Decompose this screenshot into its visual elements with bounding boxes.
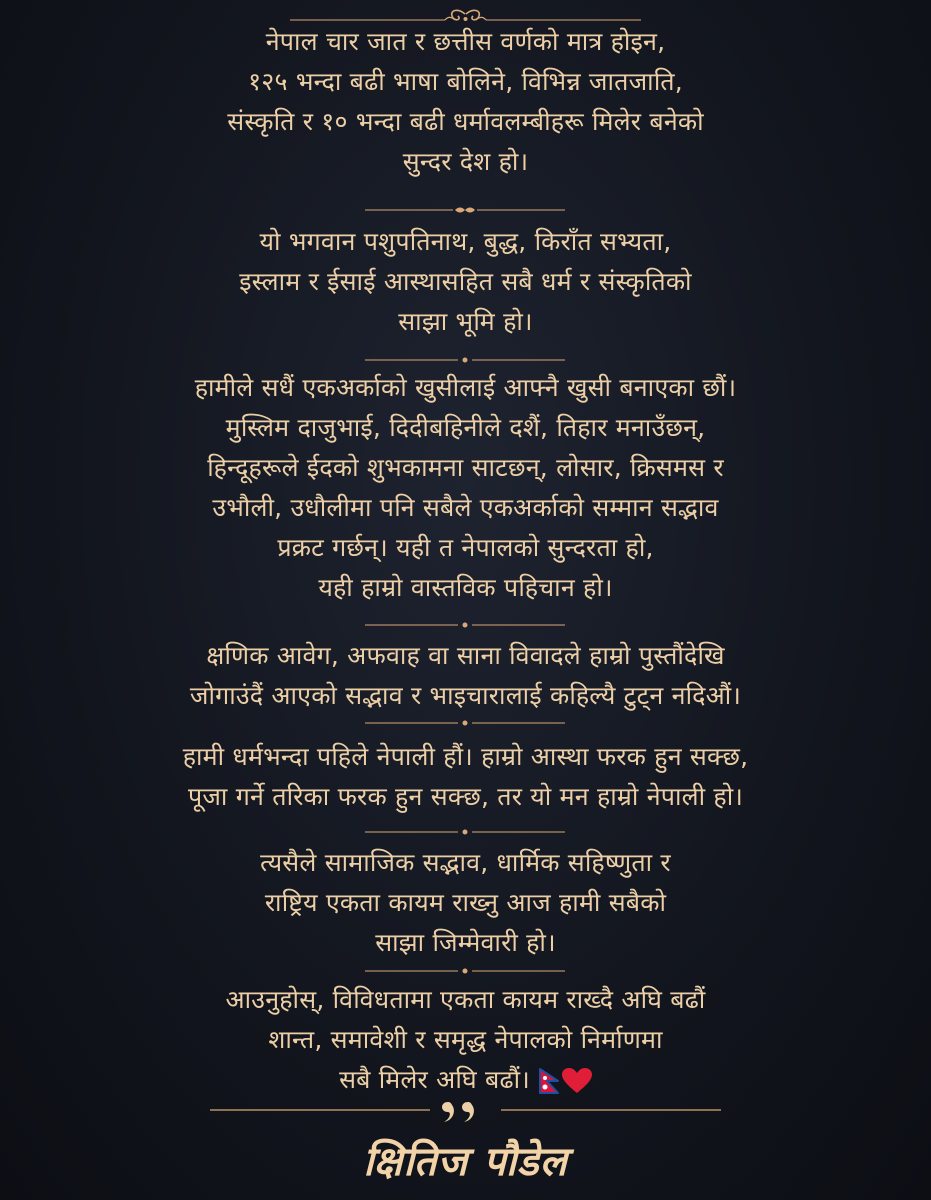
- text-line: संस्कृति र १० भन्दा बढी धर्मावलम्बीहरू मिलेर बनेको: [227, 107, 704, 136]
- divider-ornament-icon: [365, 718, 565, 728]
- text-line: प्रक्रट गर्छन्। यही त नेपालको सुन्दरता हो,: [277, 533, 654, 562]
- text-line: क्षणिक आवेग, अफवाह वा साना विवादले हाम्रो पुस्तौंदेखि: [206, 641, 725, 670]
- text-line: सबै मिलेर अघि बढौं।: [339, 1065, 530, 1094]
- paragraph-7: [0, 980, 931, 1100]
- closing-line: [0, 1060, 931, 1100]
- text-line: मुस्लिम दाजुभाई, दिदीबहिनीले दशैं, तिहार मनाउँछन्,: [225, 413, 706, 442]
- text-line: नेपाल चार जात र छत्तीस वर्णको मात्र होइन,: [265, 27, 666, 56]
- paragraph-5: [0, 737, 931, 817]
- quote-mark-icon: [210, 1098, 721, 1132]
- paragraph-4: [0, 636, 931, 716]
- text-line: हिन्दूहरूले ईदको शुभकामना साटछन्, लोसार, क्रिसमस र: [207, 453, 724, 482]
- paragraph-6: [0, 843, 931, 963]
- divider-ornament-icon: [365, 355, 565, 365]
- text-line: आउनुहोस्, विविधतामा एकता कायम राख्दै अघि बढौं: [225, 985, 706, 1014]
- text-line: इस्लाम र ईसाई आस्थासहित सबै धर्म र संस्कृतिको: [239, 267, 692, 296]
- text-line: जोगाउंदैं आएको सद्भाव र भाइचारालाई कहिल्यै टुट्न नदिऔं।: [189, 681, 742, 710]
- text-line: त्यसैले सामाजिक सद्भाव, धार्मिक सहिष्णुता र: [260, 848, 671, 877]
- text-line: हामीले सधैं एकअर्काको खुसीलाई आफ्नै खुसी बनाएका छौं।: [194, 373, 737, 402]
- divider-ornament-icon: [365, 205, 565, 215]
- text-line: १२५ भन्दा बढी भाषा बोलिने, विभिन्न जातजाति,: [248, 67, 683, 96]
- author-signature: क्षितिज पौडेल: [363, 1139, 568, 1185]
- text-line: साझा भूमि हो।: [398, 307, 533, 336]
- text-line: राष्ट्रिय एकता कायम राख्नु आज हामी सबैको: [264, 888, 667, 917]
- text-line: उभौली, उधौलीमा पनि सबैले एकअर्काको सम्मान सद्भाव: [212, 493, 719, 522]
- flag-nepal-icon: [538, 1068, 560, 1094]
- text-line: शान्त, समावेशी र समृद्ध नेपालको निर्माणमा: [268, 1025, 663, 1054]
- text-line: पूजा गर्ने तरिका फरक हुन सक्छ, तर यो मन हाम्रो नेपाली हो।: [187, 782, 744, 811]
- text-line: यही हाम्रो वास्तविक पहिचान हो।: [318, 573, 613, 602]
- divider-ornament-icon: [365, 620, 565, 630]
- divider-ornament-icon: [365, 966, 565, 976]
- divider-ornament-icon: [365, 827, 565, 837]
- text-line: यो भगवान पशुपतिनाथ, बुद्ध, किराँत सभ्यता,: [259, 227, 672, 256]
- text-line: सुन्दर देश हो।: [402, 147, 529, 176]
- paragraph-3: [0, 368, 931, 608]
- paragraph-2: [0, 222, 931, 342]
- text-line: हामी धर्मभन्दा पहिले नेपाली हौं। हाम्रो आस्था फरक हुन सक्छ,: [182, 742, 749, 771]
- paragraph-1: [0, 22, 931, 182]
- text-line: साझा जिम्मेवारी हो।: [375, 928, 556, 957]
- heart-icon: [562, 1068, 592, 1094]
